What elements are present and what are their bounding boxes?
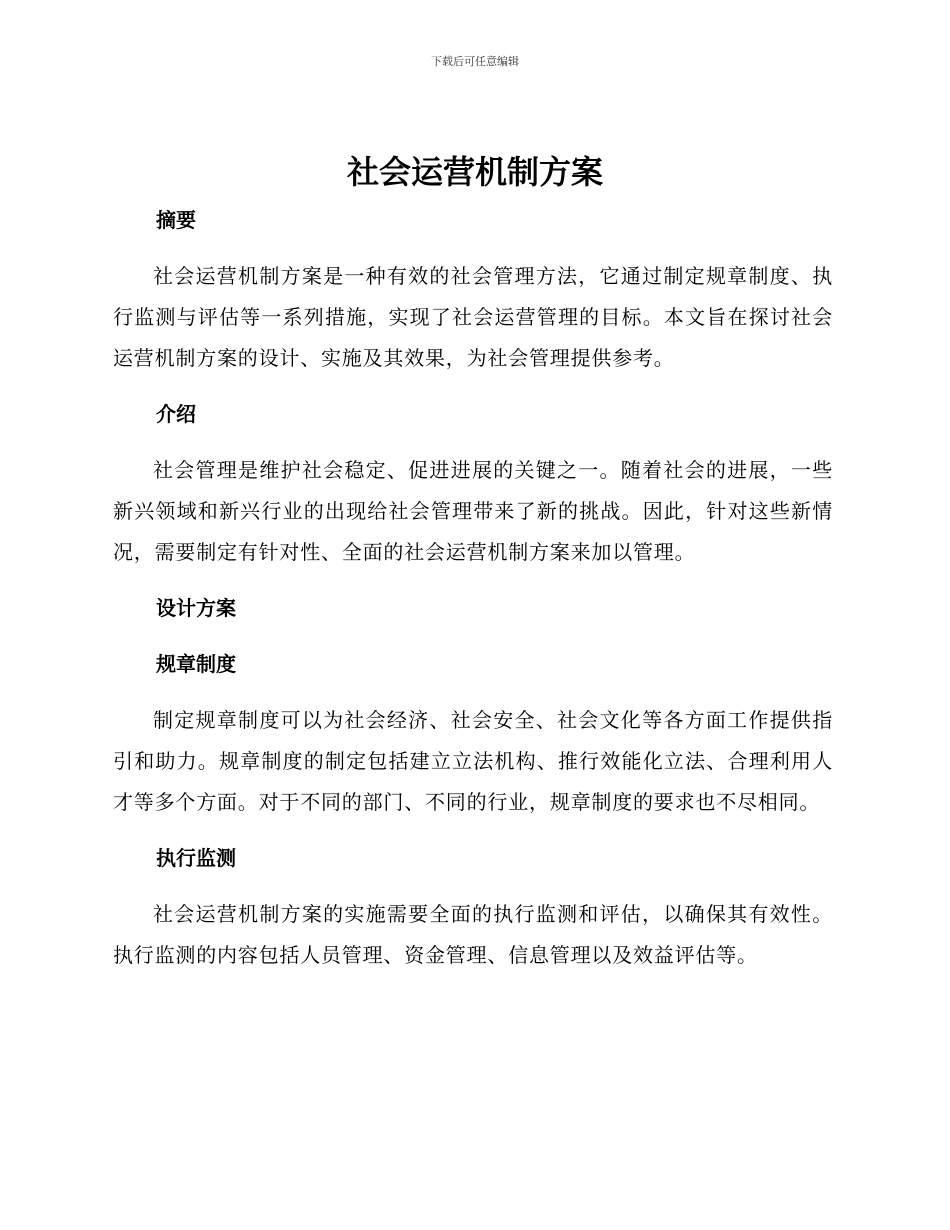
section-monitoring <box>113 838 833 976</box>
section-paragraph-monitoring: 社会运营机制方案的实施需要全面的执行监测和评估，以确保其有效性。执行监测的内容包括人员管理、资金管理、信息管理以及效益评估等。 <box>113 902 833 967</box>
section-paragraph-regulations: 制定规章制度可以为社会经济、社会安全、社会文化等各方面工作提供指引和助力。规章制度的制定包括建立立法机构、推行效能化立法、合理利用人才等多个方面。对于不同的部门、不同的行业，规章制度的要求也不尽相同。 <box>113 708 833 814</box>
section-heading-design: 设计方案 <box>156 596 236 620</box>
document-title: 社会运营机制方案 <box>346 153 603 191</box>
section-abstract <box>113 200 833 379</box>
section-heading-regulations: 规章制度 <box>156 652 236 676</box>
document-body <box>113 200 833 976</box>
section-heading-abstract: 摘要 <box>156 208 196 232</box>
section-design <box>113 588 833 628</box>
section-paragraph-abstract: 社会运营机制方案是一种有效的社会管理方法，它通过制定规章制度、执行监测与评估等一系列措施，实现了社会运营管理的目标。本文旨在探讨社会运营机制方案的设计、实施及其效果，为社会管理提供参考。 <box>113 264 833 370</box>
section-heading-monitoring: 执行监测 <box>156 846 236 870</box>
section-introduction <box>113 394 833 573</box>
header-note: 下载后可任意编辑 <box>431 55 519 68</box>
section-paragraph-introduction: 社会管理是维护社会稳定、促进进展的关键之一。随着社会的进展，一些新兴领域和新兴行业的出现给社会管理带来了新的挑战。因此，针对这些新情况，需要制定有针对性、全面的社会运营机制方案来加以管理。 <box>113 458 833 564</box>
section-heading-introduction: 介绍 <box>156 402 196 426</box>
section-regulations <box>113 644 833 823</box>
